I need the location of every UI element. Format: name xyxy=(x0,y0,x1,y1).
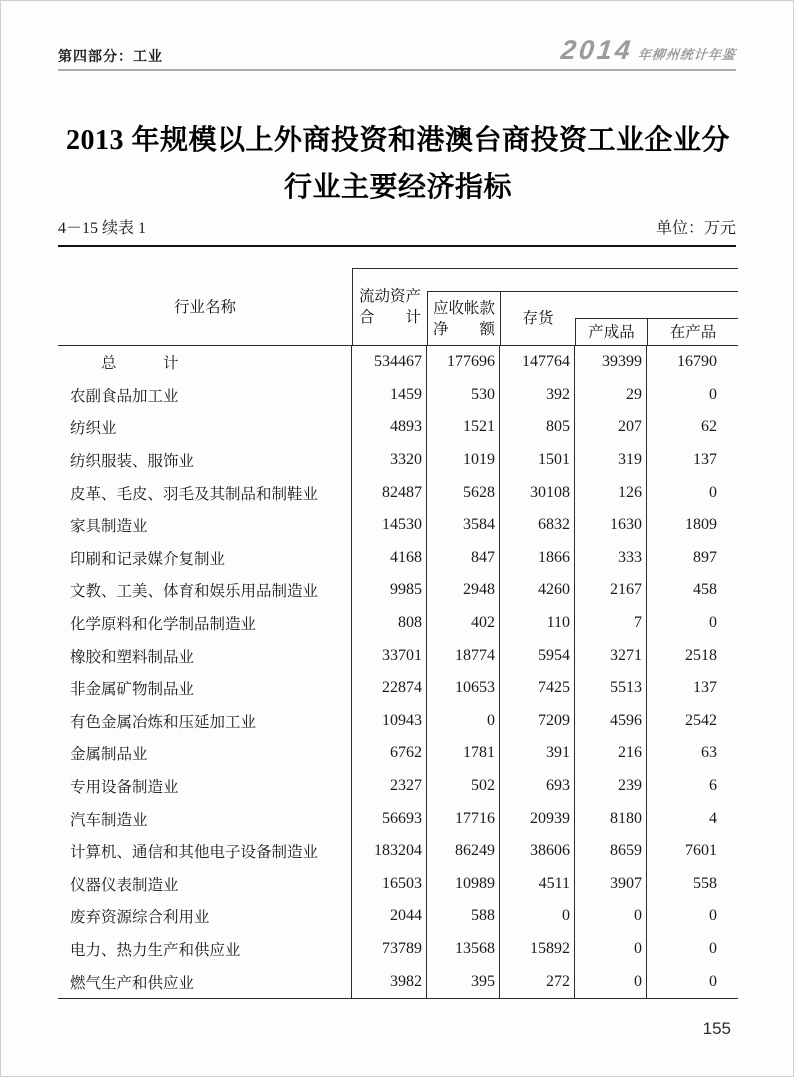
table-row xyxy=(58,607,738,640)
inventory-cell: 20939 xyxy=(500,802,575,835)
col-header-current-assets xyxy=(353,268,427,346)
receivables-cell: 402 xyxy=(427,607,500,640)
table-row xyxy=(58,411,738,444)
receivables-cell: 5628 xyxy=(427,476,500,509)
table-row xyxy=(58,379,738,412)
inventory-cell: 392 xyxy=(500,379,575,412)
finished-goods-cell: 207 xyxy=(575,411,647,444)
current-assets-cell: 3982 xyxy=(352,965,427,998)
work-in-progress-cell: 897 xyxy=(693,548,717,566)
table-row xyxy=(58,444,738,477)
page-number: 155 xyxy=(702,1019,731,1038)
industry-name-cell: 废弃资源综合利用业 xyxy=(58,900,352,933)
inventory-cell: 30108 xyxy=(500,476,575,509)
receivables-cell: 17716 xyxy=(427,802,500,835)
work-in-progress-cell: 63 xyxy=(701,744,717,762)
col-header-inventory: 存货 xyxy=(522,310,554,327)
inventory-cell: 5954 xyxy=(500,639,575,672)
industry-name-cell: 农副食品加工业 xyxy=(58,379,352,412)
inventory-cell: 805 xyxy=(500,411,575,444)
inventory-cell: 0 xyxy=(500,900,575,933)
inventory-cell: 4260 xyxy=(500,574,575,607)
col-header-current-assets-line2: 合 计 xyxy=(359,309,422,326)
receivables-cell: 502 xyxy=(427,770,500,803)
current-assets-cell: 3320 xyxy=(352,444,427,477)
finished-goods-cell: 8180 xyxy=(575,802,647,835)
table-row xyxy=(58,900,738,933)
industry-name-cell: 橡胶和塑料制品业 xyxy=(58,639,352,672)
receivables-cell: 10989 xyxy=(427,868,500,901)
work-in-progress-cell: 62 xyxy=(701,418,717,436)
finished-goods-cell: 8659 xyxy=(575,835,647,868)
inventory-cell: 110 xyxy=(500,607,575,640)
table-row xyxy=(58,965,738,998)
work-in-progress-cell: 0 xyxy=(709,972,717,990)
receivables-cell: 86249 xyxy=(427,835,500,868)
table-header xyxy=(58,268,738,346)
work-in-progress-cell: 6 xyxy=(709,777,717,795)
current-assets-cell: 4893 xyxy=(352,411,427,444)
work-in-progress-cell: 0 xyxy=(709,483,717,501)
table-row xyxy=(58,802,738,835)
current-assets-cell: 6762 xyxy=(352,737,427,770)
work-in-progress-cell: 137 xyxy=(693,451,717,469)
col-header-current-assets-line1: 流动资产 xyxy=(359,288,422,305)
finished-goods-cell: 5513 xyxy=(575,672,647,705)
inventory-cell: 38606 xyxy=(500,835,575,868)
work-in-progress-cell: 0 xyxy=(709,939,717,957)
receivables-cell: 3584 xyxy=(427,509,500,542)
table-row xyxy=(58,933,738,966)
industry-name-cell: 总 计 xyxy=(58,346,352,379)
finished-goods-cell: 216 xyxy=(575,737,647,770)
table-row xyxy=(58,672,738,705)
receivables-cell: 847 xyxy=(427,542,500,575)
finished-goods-cell: 0 xyxy=(575,965,647,998)
col-header-industry: 行业名称 xyxy=(173,298,236,316)
col-header-receivables-line1: 应收帐款 xyxy=(433,299,496,317)
receivables-cell: 1781 xyxy=(427,737,500,770)
industry-name-cell: 金属制品业 xyxy=(58,737,352,770)
finished-goods-cell: 0 xyxy=(575,900,647,933)
work-in-progress-cell: 16790 xyxy=(677,353,717,371)
industry-name-cell: 家具制造业 xyxy=(58,509,352,542)
industry-name-cell: 仪器仪表制造业 xyxy=(58,868,352,901)
work-in-progress-cell: 458 xyxy=(693,581,717,599)
work-in-progress-cell: 0 xyxy=(709,385,717,403)
inventory-cell: 391 xyxy=(500,737,575,770)
col-header-work-in-progress: 在产品 xyxy=(669,323,717,341)
industry-name-cell: 专用设备制造业 xyxy=(58,770,352,803)
current-assets-cell: 2327 xyxy=(352,770,427,803)
industry-name-cell: 电力、热力生产和供应业 xyxy=(58,933,352,966)
work-in-progress-cell: 1809 xyxy=(685,516,717,534)
current-assets-cell: 10943 xyxy=(352,705,427,738)
inventory-cell: 1501 xyxy=(500,444,575,477)
receivables-cell: 530 xyxy=(427,379,500,412)
finished-goods-cell: 2167 xyxy=(575,574,647,607)
inventory-cell: 1866 xyxy=(500,542,575,575)
table-row xyxy=(58,346,738,379)
inventory-cell: 147764 xyxy=(500,346,575,379)
table-row xyxy=(58,476,738,509)
industry-name-cell: 有色金属冶炼和压延加工业 xyxy=(58,705,352,738)
receivables-cell: 10653 xyxy=(427,672,500,705)
current-assets-cell: 2044 xyxy=(352,900,427,933)
finished-goods-cell: 333 xyxy=(575,542,647,575)
inventory-cell: 7209 xyxy=(500,705,575,738)
finished-goods-cell: 0 xyxy=(575,933,647,966)
finished-goods-cell: 4596 xyxy=(575,705,647,738)
table-meta-row xyxy=(58,215,736,247)
industry-name-cell: 非金属矿物制品业 xyxy=(58,672,352,705)
industry-name-cell: 燃气生产和供应业 xyxy=(58,965,352,998)
section-label: 第四部分：工业 xyxy=(58,48,163,64)
table-row xyxy=(58,705,738,738)
industry-name-cell: 计算机、通信和其他电子设备制造业 xyxy=(58,835,352,868)
inventory-cell: 693 xyxy=(500,770,575,803)
work-in-progress-cell: 2518 xyxy=(685,646,717,664)
work-in-progress-cell: 7601 xyxy=(685,842,717,860)
table-row xyxy=(58,574,738,607)
finished-goods-cell: 126 xyxy=(575,476,647,509)
industry-name-cell: 纺织业 xyxy=(58,411,352,444)
current-assets-cell: 808 xyxy=(352,607,427,640)
work-in-progress-cell: 137 xyxy=(693,679,717,697)
indicator-table xyxy=(58,268,738,999)
current-assets-cell: 56693 xyxy=(352,802,427,835)
table-number: 4－15 续表 1 xyxy=(58,220,147,237)
finished-goods-cell: 7 xyxy=(575,607,647,640)
col-header-receivables-line2: 净 额 xyxy=(433,320,496,338)
table-row xyxy=(58,737,738,770)
finished-goods-cell: 3907 xyxy=(575,868,647,901)
current-assets-cell: 22874 xyxy=(352,672,427,705)
industry-name-cell: 纺织服装、服饰业 xyxy=(58,444,352,477)
current-assets-cell: 16503 xyxy=(352,868,427,901)
current-assets-cell: 9985 xyxy=(352,574,427,607)
receivables-cell: 2948 xyxy=(427,574,500,607)
running-head xyxy=(58,35,737,71)
receivables-cell: 1521 xyxy=(427,411,500,444)
work-in-progress-cell: 2542 xyxy=(685,711,717,729)
col-header-finished-goods: 产成品 xyxy=(588,323,635,341)
finished-goods-cell: 1630 xyxy=(575,509,647,542)
inventory-cell: 7425 xyxy=(500,672,575,705)
table-row xyxy=(58,868,738,901)
table-row xyxy=(58,770,738,803)
work-in-progress-cell: 4 xyxy=(709,809,717,827)
receivables-cell: 177696 xyxy=(427,346,500,379)
finished-goods-cell: 3271 xyxy=(575,639,647,672)
receivables-cell: 588 xyxy=(427,900,500,933)
current-assets-cell: 183204 xyxy=(352,835,427,868)
current-assets-cell: 534467 xyxy=(352,346,427,379)
inventory-cell: 4511 xyxy=(500,868,575,901)
receivables-cell: 18774 xyxy=(427,639,500,672)
table-row xyxy=(58,835,738,868)
industry-name-cell: 文教、工美、体育和娱乐用品制造业 xyxy=(58,574,352,607)
current-assets-cell: 1459 xyxy=(352,379,427,412)
industry-name-cell: 汽车制造业 xyxy=(58,802,352,835)
work-in-progress-cell: 0 xyxy=(709,907,717,925)
industry-name-cell: 皮革、毛皮、羽毛及其制品和制鞋业 xyxy=(58,476,352,509)
inventory-cell: 6832 xyxy=(500,509,575,542)
inventory-cell: 272 xyxy=(500,965,575,998)
receivables-cell: 395 xyxy=(427,965,500,998)
yearbook-title-logo: 年柳州统计年鉴 xyxy=(637,47,737,62)
finished-goods-cell: 239 xyxy=(575,770,647,803)
work-in-progress-cell: 558 xyxy=(693,874,717,892)
current-assets-cell: 73789 xyxy=(352,933,427,966)
yearbook-logo xyxy=(561,35,736,66)
receivables-cell: 0 xyxy=(427,705,500,738)
table-row xyxy=(58,509,738,542)
current-assets-cell: 33701 xyxy=(352,639,427,672)
table-body xyxy=(58,346,738,999)
industry-name-cell: 印刷和记录媒介复制业 xyxy=(58,542,352,575)
receivables-cell: 1019 xyxy=(427,444,500,477)
current-assets-cell: 82487 xyxy=(352,476,427,509)
current-assets-cell: 4168 xyxy=(352,542,427,575)
inventory-cell: 15892 xyxy=(500,933,575,966)
page-title: 2013 年规模以上外商投资和港澳台商投资工业企业分行业主要经济指标 xyxy=(65,125,730,203)
table-row xyxy=(58,542,738,575)
table-row xyxy=(58,639,738,672)
industry-name-cell: 化学原料和化学制品制造业 xyxy=(58,607,352,640)
finished-goods-cell: 29 xyxy=(575,379,647,412)
finished-goods-cell: 39399 xyxy=(575,346,647,379)
current-assets-cell: 14530 xyxy=(352,509,427,542)
yearbook-year-logo: 2014 xyxy=(559,35,635,65)
work-in-progress-cell: 0 xyxy=(709,614,717,632)
receivables-cell: 13568 xyxy=(427,933,500,966)
unit-label: 单位：万元 xyxy=(655,220,736,237)
col-header-receivables xyxy=(428,291,500,346)
finished-goods-cell: 319 xyxy=(575,444,647,477)
